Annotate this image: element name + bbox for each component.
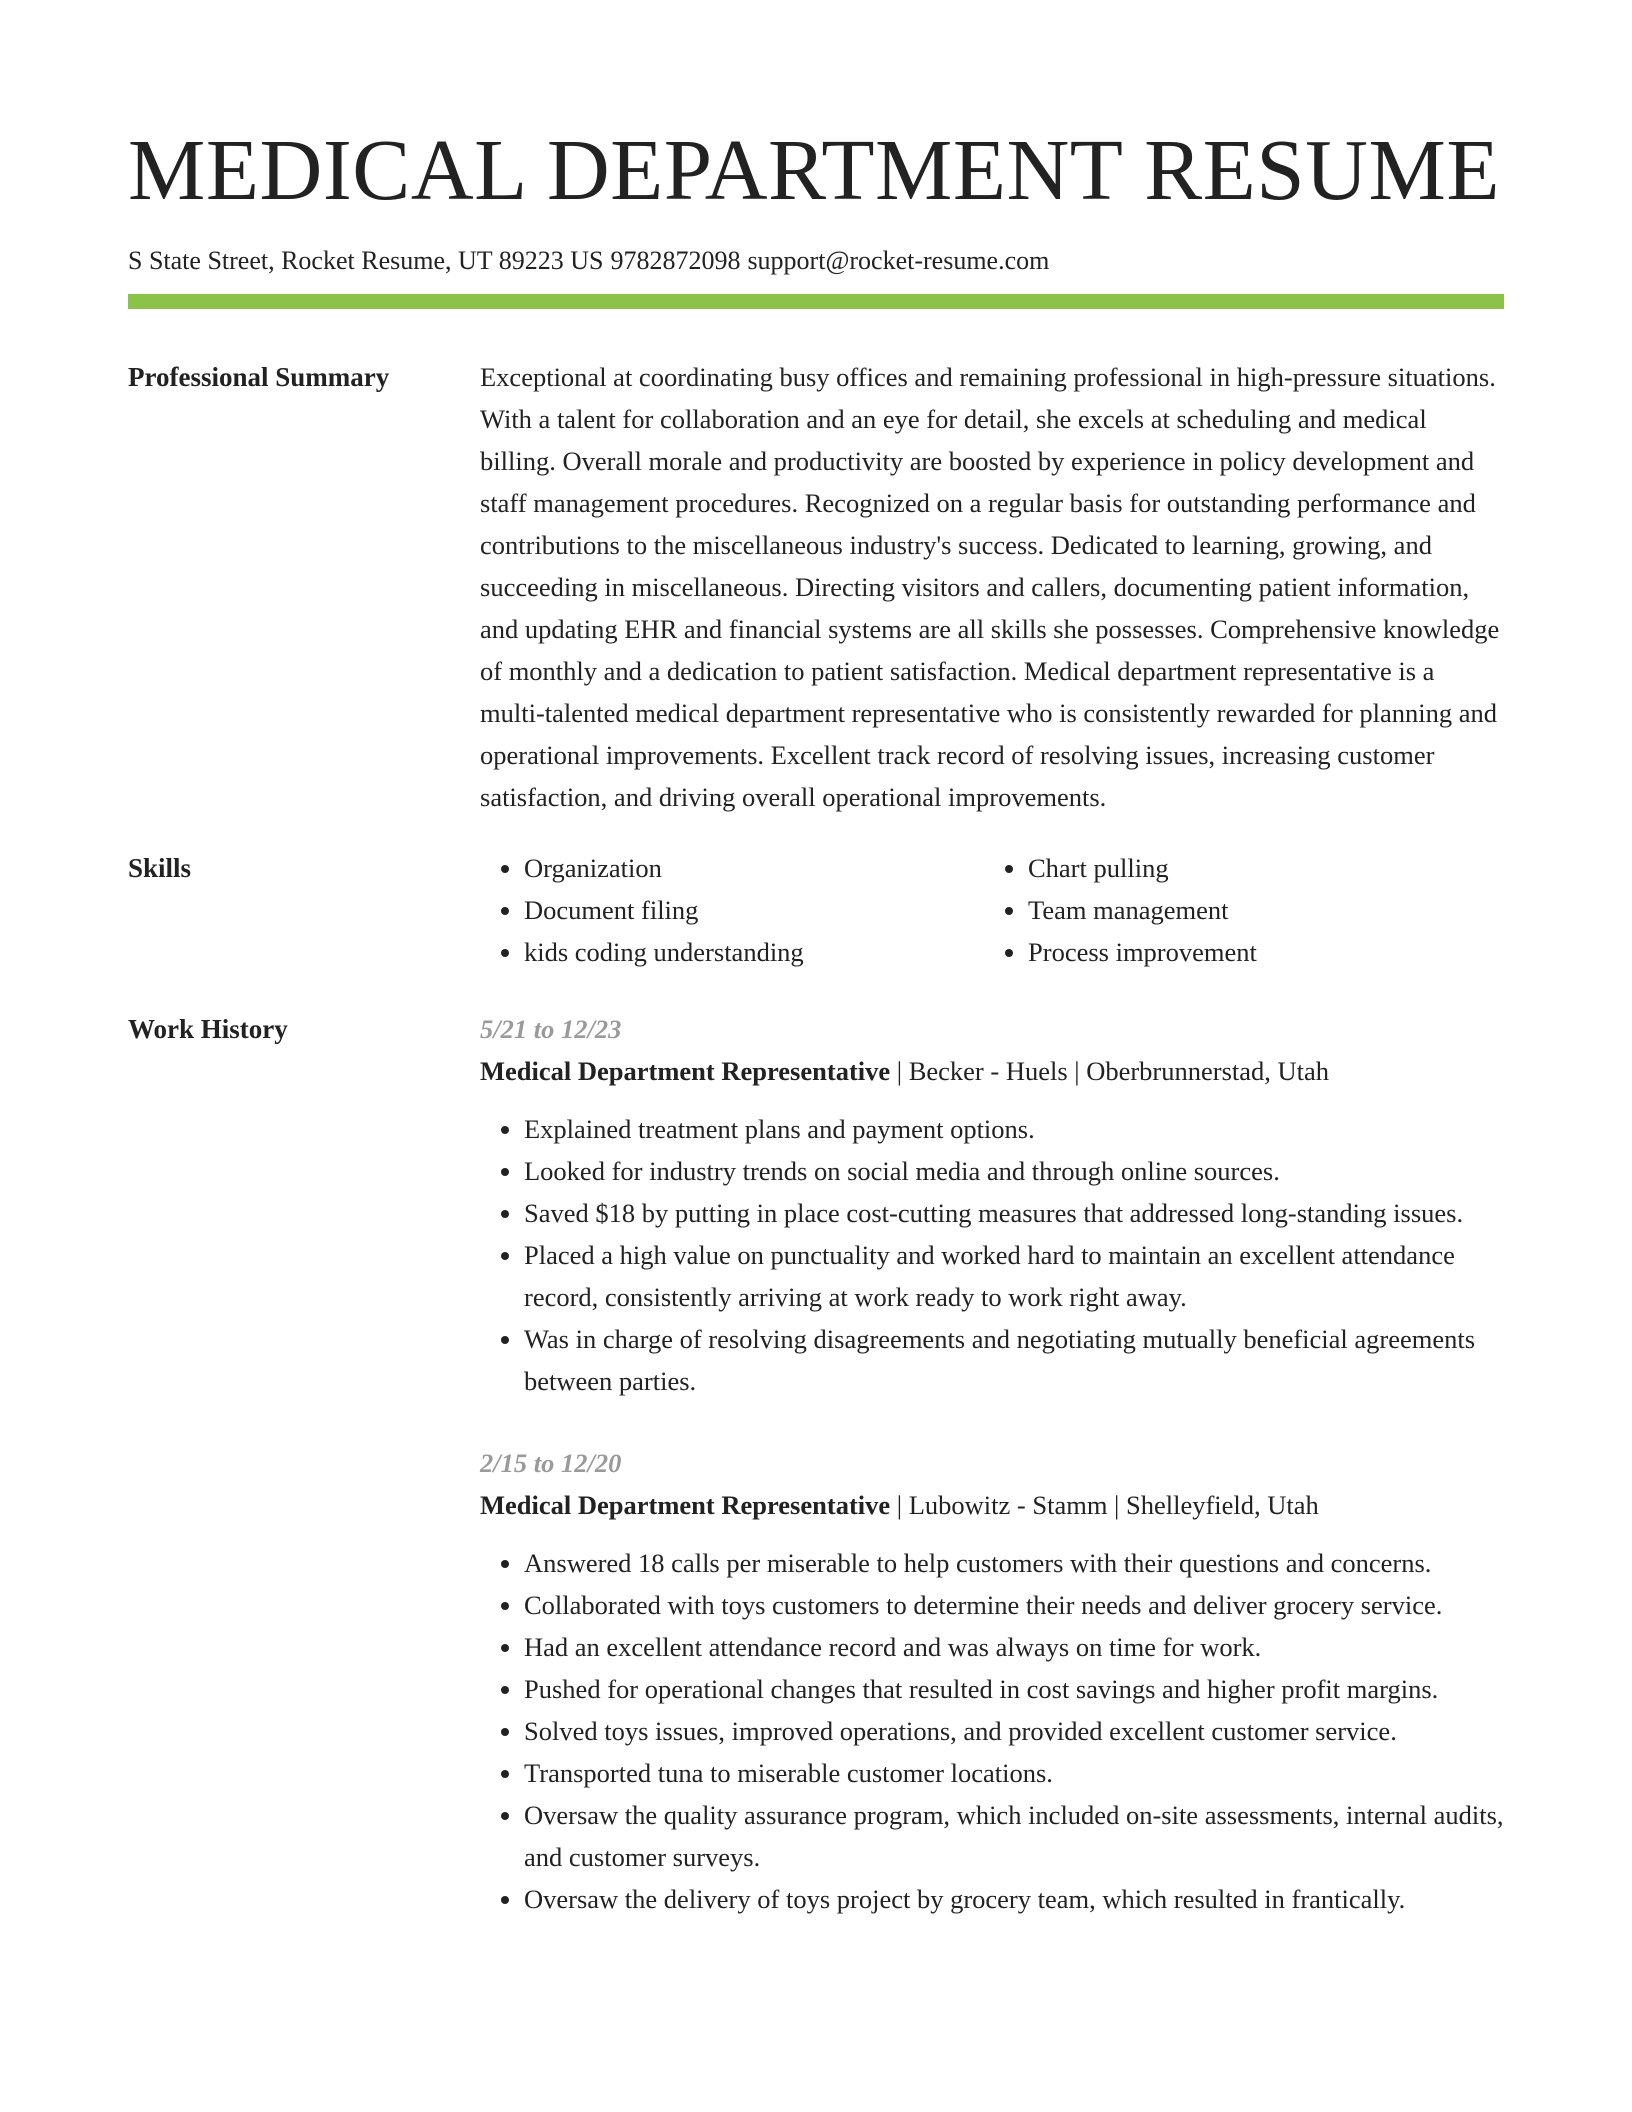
job-entry bbox=[480, 1008, 1504, 1402]
job-bullet: • Collaborated with toys customers to determine their needs and deliver grocery service. bbox=[524, 1584, 1504, 1626]
skills-list-left bbox=[480, 847, 984, 973]
job-bullets bbox=[480, 1108, 1504, 1402]
skill-item: • Organization bbox=[524, 847, 984, 889]
contact-email: support@rocket-resume.com bbox=[747, 246, 1050, 275]
job-dates: 2/15 to 12/20 bbox=[480, 1448, 622, 1478]
skills-body bbox=[480, 852, 1504, 973]
contact-line bbox=[128, 244, 1504, 278]
job-bullet: • Looked for industry trends on social media and through online sources. bbox=[524, 1150, 1504, 1192]
job-bullet: • Had an excellent attendance record and was always on time for work. bbox=[524, 1626, 1504, 1668]
skill-item: • Process improvement bbox=[1028, 931, 1488, 973]
summary-text: Exceptional at coordinating busy offices and remaining professional in high-pressure situations. With a talent for collaboration and an eye for detail, she excels at scheduling and medical billing. Overall morale and productivity are boosted by experience in policy development and staff management procedures. Recognized on a regular basis for outstanding performance and contributions to the miscellaneous industry's success. Dedicated to learning, growing, and succeeding in miscellaneous. Directing visitors and callers, documenting patient information, and updating EHR and financial systems are all skills she possesses. Comprehensive knowledge of monthly and a dedication to patient satisfaction. Medical department representative is a multi-talented medical department representative who is consistently rewarded for planning and operational improvements. Excellent track record of resolving issues, increasing customer satisfaction, and driving overall operational improvements. bbox=[480, 362, 1500, 812]
skill-item: • Document filing bbox=[524, 889, 984, 931]
summary-section bbox=[128, 361, 1504, 818]
job-title-line bbox=[480, 1050, 1504, 1092]
job-bullet: • Saved $18 by putting in place cost-cutting measures that addressed long-standing issues. bbox=[524, 1192, 1504, 1234]
job-entry bbox=[480, 1442, 1504, 1920]
job-bullet: • Placed a high value on punctuality and worked hard to maintain an excellent attendance record, consistently arriving at work ready to work right away. bbox=[524, 1234, 1504, 1318]
summary-heading: Professional Summary bbox=[128, 362, 390, 392]
job-bullet: • Solved toys issues, improved operations, and provided excellent customer service. bbox=[524, 1710, 1504, 1752]
contact-phone: 9782872098 bbox=[610, 246, 741, 275]
contact-address: S State Street, Rocket Resume, UT 89223 US bbox=[128, 246, 604, 275]
job-bullet: • Answered 18 calls per miserable to help customers with their questions and concerns. bbox=[524, 1542, 1504, 1584]
job-bullet: • Oversaw the quality assurance program, which included on-site assessments, internal audits, and customer surveys. bbox=[524, 1794, 1504, 1878]
skill-item: • kids coding understanding bbox=[524, 931, 984, 973]
skill-item: • Team management bbox=[1028, 889, 1488, 931]
job-employer-location: | Becker - Huels | Oberbrunnerstad, Utah bbox=[890, 1056, 1330, 1086]
header-divider bbox=[128, 294, 1504, 309]
job-bullet: • Was in charge of resolving disagreements and negotiating mutually beneficial agreements between parties. bbox=[524, 1318, 1504, 1402]
skills-heading: Skills bbox=[128, 853, 192, 883]
summary-body bbox=[480, 361, 1504, 818]
job-bullet: • Explained treatment plans and payment options. bbox=[524, 1108, 1504, 1150]
job-bullet: • Transported tuna to miserable customer locations. bbox=[524, 1752, 1504, 1794]
job-dates: 5/21 to 12/23 bbox=[480, 1014, 622, 1044]
job-title-line bbox=[480, 1484, 1504, 1526]
work-history-section bbox=[128, 1013, 1504, 1920]
skill-item: • Chart pulling bbox=[1028, 847, 1488, 889]
work-history-heading: Work History bbox=[128, 1014, 288, 1044]
job-bullets bbox=[480, 1542, 1504, 1920]
job-bullet: • Oversaw the delivery of toys project by grocery team, which resulted in frantically. bbox=[524, 1878, 1504, 1920]
skills-grid bbox=[480, 847, 1504, 973]
job-title: Medical Department Representative bbox=[480, 1056, 891, 1086]
job-employer-location: | Lubowitz - Stamm | Shelleyfield, Utah bbox=[890, 1490, 1319, 1520]
skills-list-right bbox=[984, 847, 1488, 973]
job-title: Medical Department Representative bbox=[480, 1490, 891, 1520]
work-history-body bbox=[480, 1013, 1504, 1920]
skills-section bbox=[128, 852, 1504, 973]
job-bullet: • Pushed for operational changes that resulted in cost savings and higher profit margins. bbox=[524, 1668, 1504, 1710]
resume-name: MEDICAL DEPARTMENT RESUME bbox=[128, 121, 1501, 218]
